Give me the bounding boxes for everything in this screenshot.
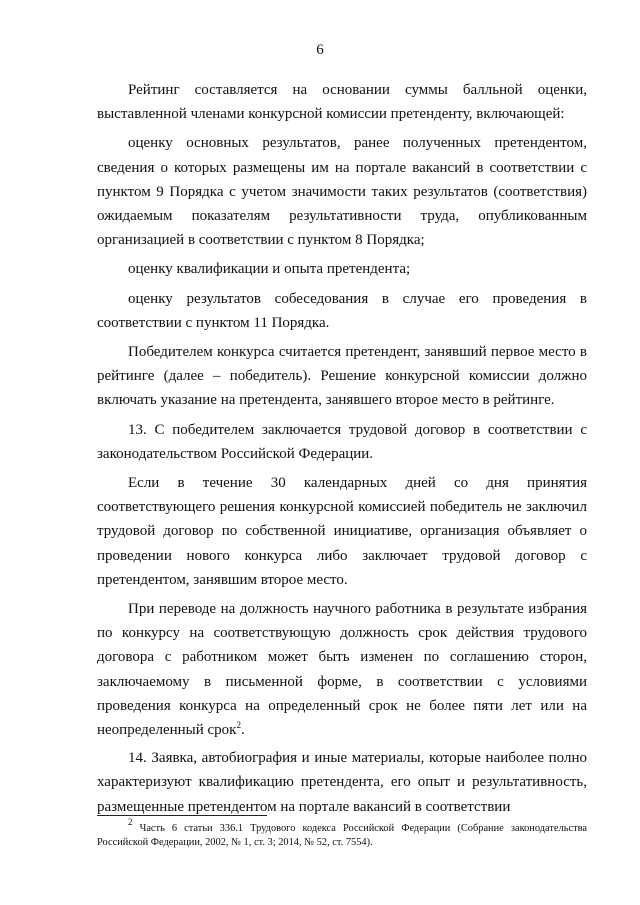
body-text <box>97 78 587 819</box>
paragraph-transfer <box>97 597 587 742</box>
page-number: 6 <box>316 42 324 58</box>
paragraph-thirty-days: Если в течение 30 календарных дней со дня принятия соответствующего решения конкурсной комиссией победитель не заключил трудовой договор по собственной инициативе, организация объявляет о проведении нового конкурса либо заключает трудовой договор с претендентом, занявшим второе место. <box>97 475 587 588</box>
paragraph-rating: Рейтинг составляется на основании суммы балльной оценки, выставленной членами конкурсной комиссии претенденту, включающей: <box>97 82 587 123</box>
footnote <box>97 817 587 849</box>
paragraph-transfer-text: При переводе на должность научного работника в результате избрания по конкурсу на соответствующую должность срок действия трудового договора с работником может быть изменен по соглашению сторон, заключаемому в письменной форме, в соответствии с условиями проведения конкурса на определенный срок не более пяти лет или на неопределенный срок <box>97 601 587 739</box>
paragraph-qualification-assessment: оценку квалификации и опыта претендента; <box>128 261 411 278</box>
paragraph-winner: Победителем конкурса считается претендент, занявший первое место в рейтинге (далее – победитель). Решение конкурсной комиссии должно включать указание на претендента, занявшего второе место в рейтинге. <box>97 344 587 409</box>
paragraph-item-13: 13. С победителем заключается трудовой договор в соответствии с законодательством Российской Федерации. <box>97 421 587 462</box>
footnote-marker: 2 <box>128 817 133 827</box>
paragraph-item-14: 14. Заявка, автобиография и иные материалы, которые наиболее полно характеризуют квалификацию претендента, его опыт и результативность, размещенные претендентом на портале вакансий в соответствии <box>97 750 587 815</box>
paragraph-results-assessment: оценку основных результатов, ранее полученных претендентом, сведения о которых размещены им на портале вакансий в соответствии с пунктом 9 Порядка с учетом значимости таких результатов (соответствия) ожидаемым показателям результативности труда, опубликованным организацией в соответствии с пунктом 8 Порядка; <box>97 135 587 249</box>
paragraph-interview-assessment: оценку результатов собеседования в случае его проведения в соответствии с пунктом 11 Порядка. <box>97 290 587 331</box>
paragraph-transfer-end: . <box>240 722 245 739</box>
footnote-divider <box>97 815 267 816</box>
footnote-text: Часть 6 статьи 336.1 Трудового кодекса Российской Федерации (Собрание законодательства Российской Федерации, 2002, № 1, ст. 3; 2014, № 52, ст. 7554). <box>97 823 587 848</box>
footnote-reference: 2 <box>236 720 241 731</box>
